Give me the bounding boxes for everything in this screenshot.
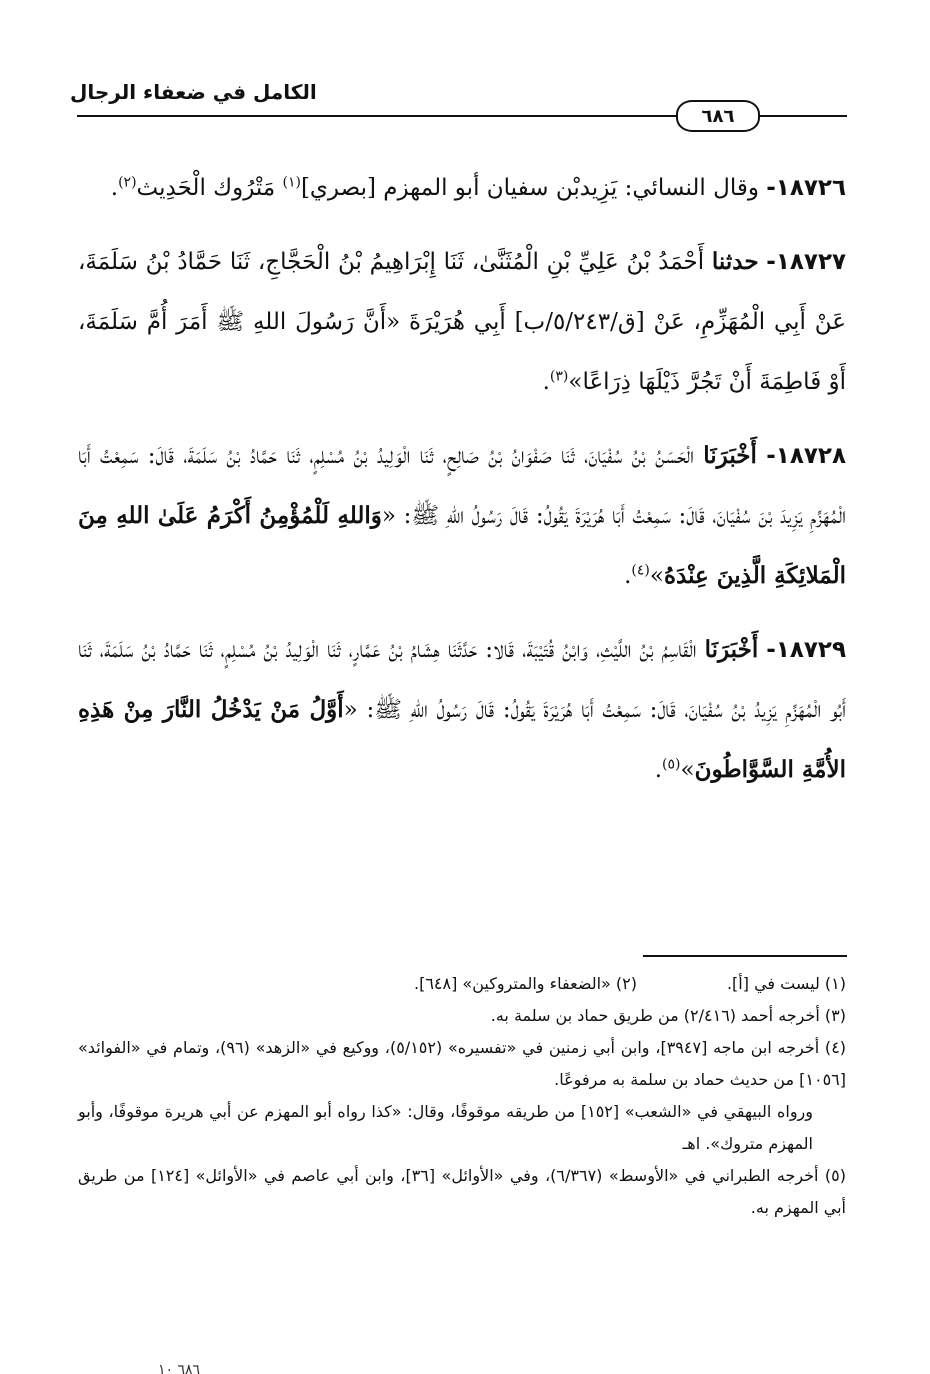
footnote-ref: (٤)	[631, 562, 650, 579]
entry-number: ١٨٧٢٧-	[766, 249, 847, 275]
entry-number: ١٨٧٢٩-	[766, 637, 847, 663]
entry-end: .	[110, 175, 119, 201]
entry-end: .	[542, 369, 550, 395]
entry-18728	[78, 426, 846, 606]
quote-close: »	[649, 563, 664, 589]
entry-text: الْقَاسِمُ بْنُ اللَّيْثِ، وَابْنُ قُتَيْبَةَ، قَالا: حَدَّثَنَا هِشَامُ بْنُ عَمَّارٍ، ثَنَا الْوَلِيدُ بْنُ مُسْلِمٍ، ثَنَا حَمَّادُ بْنُ سَلَمَةَ، ثَنَا أَبُو الْمُهَزِّمِ يَزِيدُ بْنُ سُفْيَانَ، قَالَ: سَمِعْتُ أَبَا هُرَيْرَةَ يَقُولُ: قَالَ رَسُولُ اللهِ ﷺ: «	[78, 637, 847, 723]
entry-end: .	[654, 757, 663, 783]
entry-text: مَتْرُوك الْحَدِيث	[136, 175, 283, 201]
entry-number: ١٨٧٢٦-	[766, 175, 846, 201]
footnote-row	[78, 968, 846, 1000]
entry-18726	[78, 158, 846, 218]
page-number-frame	[676, 100, 760, 132]
entry-18727	[78, 232, 846, 412]
footnote-ref: (٣)	[549, 368, 569, 385]
footnote-4: (٤) أخرجه ابن ماجه [٣٩٤٧]، وابن أبي زمنين في «تفسيره» (٥/١٥٢)، ووكيع في «الزهد» (٩٦)، وتمام في «الفوائد» [١٠٥٦] من حديث حماد بن سلمة به مرفوعًا.	[78, 1038, 847, 1089]
transmission-lead: أَخْبَرَنَا	[704, 636, 759, 663]
footnote-3: (٣) أخرجه أحمد (٢/٤١٦) من طريق حماد بن سلمة به.	[490, 1006, 846, 1025]
entry-number: ١٨٧٢٨-	[766, 443, 846, 469]
quote-close: »	[680, 757, 695, 783]
transmission-lead: حدثنا	[711, 248, 759, 275]
bottom-page-mark: ٦٨٦ ١٠	[157, 1362, 200, 1374]
footnote-2: (٢) «الضعفاء والمتروكين» [٦٤٨].	[413, 974, 637, 993]
hadith-text: أَوَّلُ مَنْ يَدْخُلُ النَّارَ مِنْ هَذِهِ الأُمَّةِ السَّوَّاطُونَ	[78, 696, 846, 783]
main-text	[78, 158, 846, 814]
entry-text: الْحَسَنُ بْنُ سُفْيَانَ، ثَنَا صَفْوَانُ بْنُ صَالِحٍ، ثَنَا الْوَلِيدُ بْنُ مُسْلِمٍ، ثَنَا حَمَّادُ بْنُ سَلَمَةَ، قَالَ: سَمِعْتُ أَبَا الْمُهَزِّمِ يَزِيدَ بْنَ سُفْيَانَ، قَالَ: سَمِعْتُ أَبَا هُرَيْرَةَ يَقُولُ: قَالَ رَسُولُ اللهِ ﷺ: «	[78, 443, 846, 529]
footnote-ref: (٢)	[118, 174, 137, 191]
page-number: ٦٨٦	[701, 105, 735, 127]
footnote-4-continued: ورواه البيهقي في «الشعب» [١٥٢] من طريقه موقوفًا، وقال: «كذا رواه أبو المهزم عن أبي هريرة موقوفًا، وأبو المهزم متروك». اهـ	[78, 1102, 814, 1153]
entry-end: .	[624, 563, 632, 589]
footnote-ref: (٥)	[662, 756, 681, 773]
footnotes	[78, 968, 846, 1224]
entry-18729	[78, 620, 846, 800]
footnote-ref: (١)	[282, 174, 301, 191]
footnote-5: (٥) أخرجه الطبراني في «الأوسط» (٦/٣٦٧)، وفي «الأوائل» [٣٦]، وابن أبي عاصم في «الأوائل» [١٢٤] من طريق أبي المهزم به.	[78, 1166, 847, 1217]
running-title: الكامل في ضعفاء الرجال	[70, 80, 317, 104]
entry-text: وقال النسائي: يَزِيدبْن سفيان أبو المهزم [بصري]	[300, 175, 759, 201]
footnote-rule	[643, 955, 847, 957]
transmission-lead: أَخْبَرَنَا	[703, 442, 757, 469]
footnote-1: (١) ليست في [أ].	[726, 974, 846, 993]
entry-text: أَحْمَدُ بْنُ عَلِيِّ بْنِ الْمُثَنَّىٰ، ثَنَا إِبْرَاهِيمُ بْنُ الْحَجَّاجِ، ثَنَا حَمَّادُ بْنُ سَلَمَةَ، عَنْ أَبِي الْمُهَزِّمِ، عَنْ [ق/٥/٢٤٣/ب] أَبِي هُرَيْرَةَ «أَنَّ رَسُولَ اللهِ ﷺ أَمَرَ أُمَّ سَلَمَةَ، أَوْ فَاطِمَةَ أَنْ تَجُرَّ ذَيْلَهَا ذِرَاعًا»	[78, 249, 846, 395]
hadith-text: وَاللهِ لَلْمُؤْمِنُ أَكْرَمُ عَلَىٰ اللهِ مِنَ الْمَلائِكَةِ الَّذِينَ عِنْدَهُ	[78, 502, 846, 589]
